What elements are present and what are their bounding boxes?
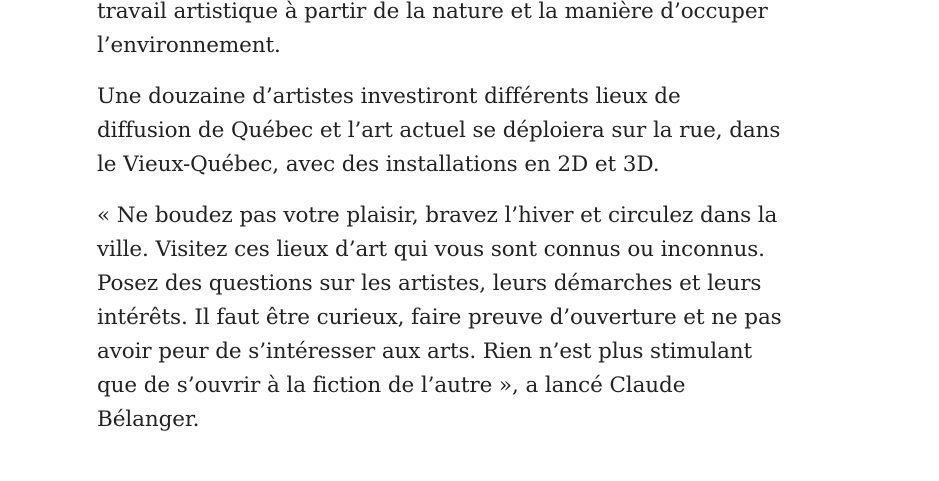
text-line: Posez des questions sur les artistes, leurs démarches et leurs (97, 271, 762, 296)
text-line: que de s’ouvrir à la fiction de l’autre », a lancé Claude (97, 373, 686, 398)
text-line: Une douzaine d’artistes investiront différents lieux de (97, 84, 681, 109)
paragraph-nature-environment (97, 0, 857, 63)
text-line: avoir peur de s’intéresser aux arts. Rien n’est plus stimulant (97, 339, 753, 364)
text-line: « Ne boudez pas votre plaisir, bravez l’hiver et circulez dans la (97, 203, 778, 228)
text-line: ville. Visitez ces lieux d’art qui vous sont connus ou inconnus. (97, 237, 765, 262)
paragraph-quote-claude-belanger (97, 199, 857, 437)
text-line: le Vieux-Québec, avec des installations en 2D et 3D. (97, 152, 660, 177)
text-line: intérêts. Il faut être curieux, faire preuve d’ouverture et ne pas (97, 305, 782, 330)
paragraph-artists-venues (97, 80, 857, 182)
text-line: travail artistique à partir de la nature et la manière d’occuper (97, 0, 768, 24)
text-line: diffusion de Québec et l’art actuel se déploiera sur la rue, dans (97, 118, 781, 143)
text-line: Bélanger. (97, 407, 200, 432)
article-body (97, 0, 857, 454)
text-line: l’environnement. (97, 33, 281, 58)
